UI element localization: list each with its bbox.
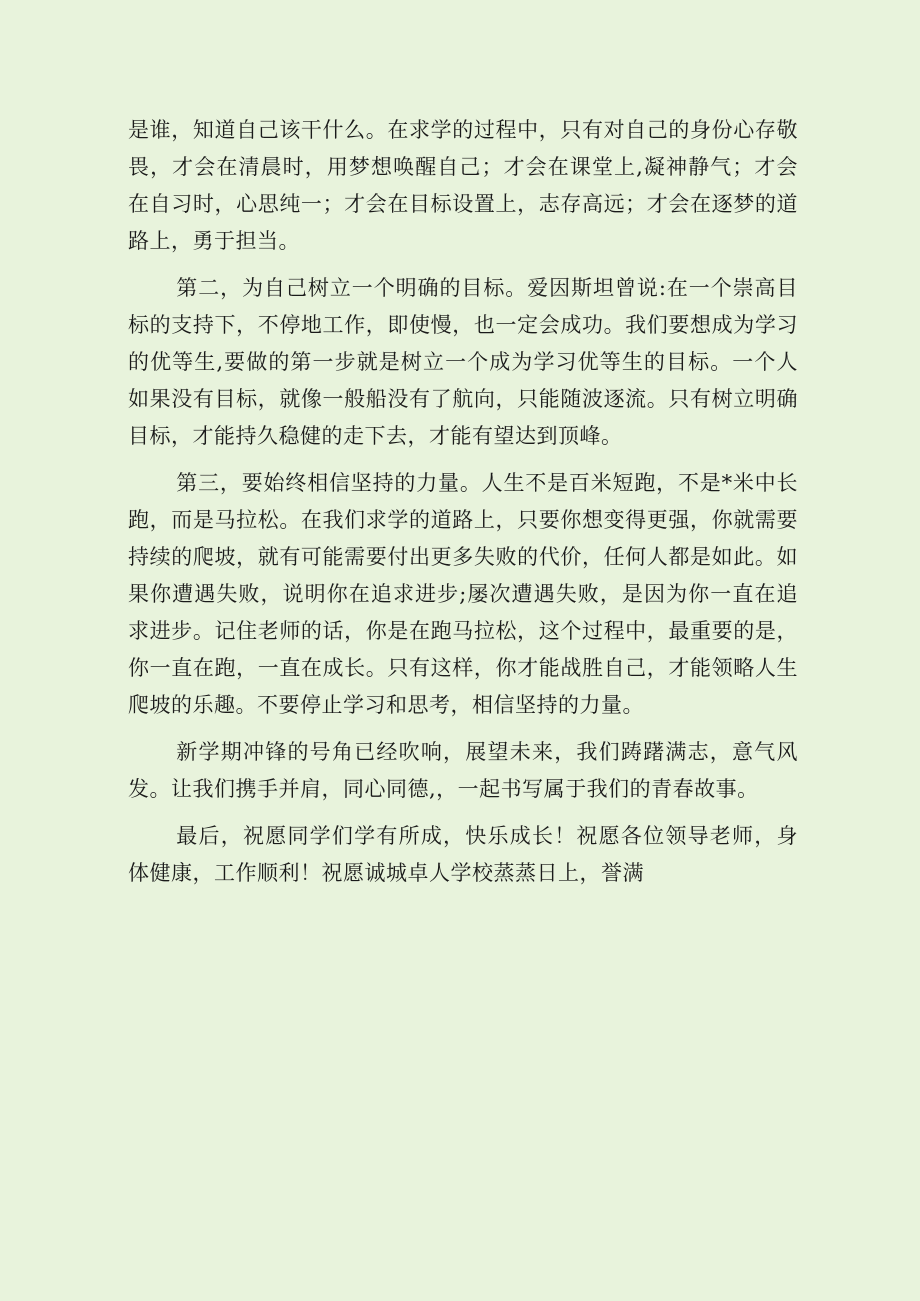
- paragraph-second-point: 第二，为自己树立一个明确的目标。爱因斯坦曾说:在一个崇高目标的支持下，不停地工作，即使慢，也一定会成功。我们要想成为学习的优等生,要做的第一步就是树立一个成为学习优等生的目标。一个人如果没有目标，就像一般船没有了航向，只能随波逐流。只有树立明确目标，才能持久稳健的走下去，才能有望达到顶峰。: [128, 276, 798, 448]
- paragraph-continuation: 是谁，知道自己该干什么。在求学的过程中，只有对自己的身份心存敬畏，才会在清晨时，用梦想唤醒自己；才会在课堂上,凝神静气；才会在自习时，心思纯一；才会在目标设置上，志存高远；才会在逐梦的道路上，勇于担当。: [128, 118, 798, 253]
- document-body: [128, 112, 798, 902]
- paragraph-closing-wishes: 最后，祝愿同学们学有所成，快乐成长！祝愿各位领导老师，身体健康，工作顺利！祝愿诚城卓人学校蒸蒸日上，誉满: [128, 824, 798, 885]
- paragraph-third-point: 第三，要始终相信坚持的力量。人生不是百米短跑，不是*米中长跑，而是马拉松。在我们求学的道路上，只要你想变得更强，你就需要持续的爬坡，就有可能需要付出更多失败的代价，任何人都是如此。如果你遭遇失败，说明你在追求进步;屡次遭遇失败，是因为你一直在追求进步。记住老师的话，你是在跑马拉松，这个过程中，最重要的是，你一直在跑，一直在成长。只有这样，你才能战胜自己，才能领略人生爬坡的乐趣。不要停止学习和思考，相信坚持的力量。: [128, 471, 798, 717]
- paragraph-new-semester: 新学期冲锋的号角已经吹响，展望未来，我们踌躇满志，意气风发。让我们携手并肩，同心同德,，一起书写属于我们的青春故事。: [128, 740, 798, 801]
